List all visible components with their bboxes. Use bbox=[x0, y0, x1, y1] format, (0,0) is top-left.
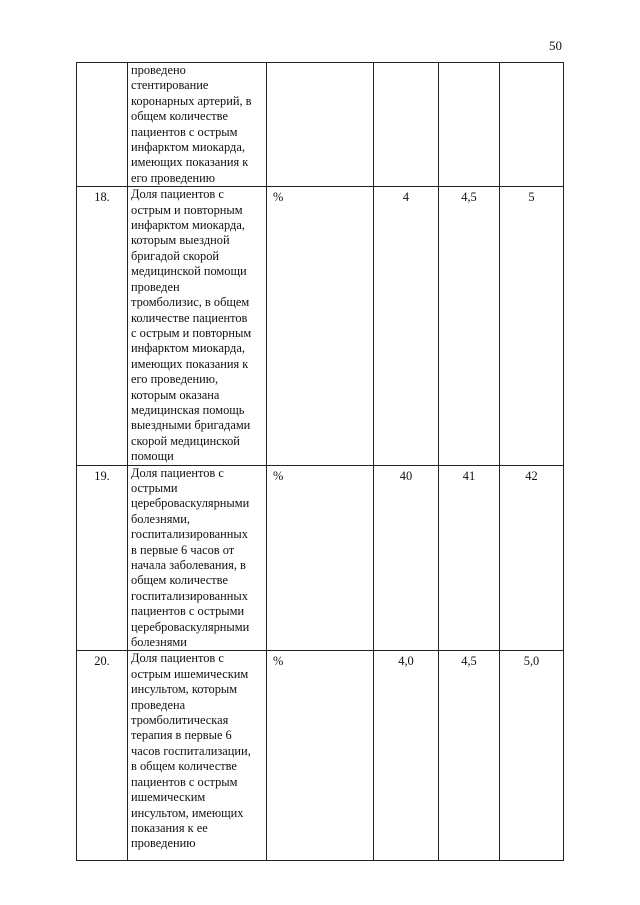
value-cell-3 bbox=[500, 63, 564, 187]
value-cell-1 bbox=[374, 63, 439, 187]
description-line: в общем количестве bbox=[131, 759, 237, 774]
description-line: пациентов с острым bbox=[131, 124, 238, 139]
value-cell-3: 5,0 bbox=[500, 651, 564, 861]
description-line: инфарктом миокарда, bbox=[131, 140, 245, 155]
description-line: его проведению, bbox=[131, 372, 219, 387]
indicator-description bbox=[128, 651, 267, 861]
description-line: показания к ее bbox=[131, 820, 208, 835]
row-number-cell: 18. bbox=[77, 187, 128, 465]
value-cell-2: 4,5 bbox=[439, 651, 500, 861]
value-cell-2: 41 bbox=[439, 465, 500, 651]
description-line: Доля пациентов с bbox=[131, 465, 224, 480]
description-line: имеющих показания к bbox=[131, 356, 249, 371]
description-line: общем количестве bbox=[131, 573, 228, 588]
description-line: бригадой скорой bbox=[131, 248, 220, 263]
value-cell-2: 4,5 bbox=[439, 187, 500, 465]
indicator-description bbox=[128, 63, 267, 187]
description-line: инфарктом миокарда, bbox=[131, 218, 245, 233]
description-line: острым ишемическим bbox=[131, 666, 249, 681]
description-line: имеющих показания к bbox=[131, 155, 249, 170]
description-line: острым и повторным bbox=[131, 202, 243, 217]
description-line: коронарных артерий, в bbox=[131, 93, 252, 108]
row-number-cell bbox=[77, 63, 128, 187]
value-cell-3: 5 bbox=[500, 187, 564, 465]
description-line: ишемическим bbox=[131, 790, 206, 805]
description-line: медицинской помощи bbox=[131, 264, 247, 279]
unit-cell bbox=[267, 63, 374, 187]
unit-cell: % bbox=[267, 465, 374, 651]
row-number-cell: 19. bbox=[77, 465, 128, 651]
description-line: общем количестве bbox=[131, 109, 228, 124]
unit-cell: % bbox=[267, 187, 374, 465]
page-number: 50 bbox=[549, 38, 562, 53]
description-line: Доля пациентов с bbox=[131, 651, 224, 666]
description-line: терапия в первые 6 bbox=[131, 728, 232, 743]
description-line: стентирование bbox=[131, 78, 209, 93]
description-line: его проведению bbox=[131, 170, 216, 185]
description-line: скорой медицинской bbox=[131, 433, 240, 448]
value-cell-1: 4,0 bbox=[374, 651, 439, 861]
indicators-table bbox=[76, 62, 564, 861]
description-line: часов госпитализации, bbox=[131, 743, 251, 758]
description-line: острыми bbox=[131, 480, 178, 495]
description-line: которым выездной bbox=[131, 233, 230, 248]
description-line: болезнями, bbox=[131, 511, 190, 526]
description-line: цереброваскулярными bbox=[131, 496, 250, 511]
description-line: проведению bbox=[131, 836, 196, 851]
description-line: инсультом, которым bbox=[131, 682, 238, 697]
description-line: госпитализированных bbox=[131, 527, 248, 542]
description-line: Доля пациентов с bbox=[131, 187, 224, 202]
table-row bbox=[77, 187, 564, 465]
description-line: болезнями bbox=[131, 635, 187, 650]
table-row bbox=[77, 651, 564, 861]
table-row bbox=[77, 63, 564, 187]
description-line: выездными бригадами bbox=[131, 418, 251, 433]
description-line: помощи bbox=[131, 449, 174, 464]
description-line: тромболизис, в общем bbox=[131, 295, 250, 310]
description-line: в первые 6 часов от bbox=[131, 542, 235, 557]
description-line: цереброваскулярными bbox=[131, 619, 250, 634]
unit-cell: % bbox=[267, 651, 374, 861]
description-line: с острым и повторным bbox=[131, 325, 252, 340]
description-line: медицинская помощь bbox=[131, 402, 245, 417]
table-row bbox=[77, 465, 564, 651]
description-line: которым оказана bbox=[131, 387, 220, 402]
row-number-cell: 20. bbox=[77, 651, 128, 861]
value-cell-1: 40 bbox=[374, 465, 439, 651]
value-cell-3: 42 bbox=[500, 465, 564, 651]
value-cell-2 bbox=[439, 63, 500, 187]
description-line: тромболитическая bbox=[131, 713, 229, 728]
indicator-description bbox=[128, 187, 267, 465]
description-line: пациентов с острыми bbox=[131, 604, 245, 619]
description-line: проведена bbox=[131, 697, 186, 712]
indicator-description bbox=[128, 465, 267, 651]
description-line: проведено bbox=[131, 63, 186, 77]
description-line: инфарктом миокарда, bbox=[131, 341, 245, 356]
description-line: количестве пациентов bbox=[131, 310, 248, 325]
description-line: начала заболевания, в bbox=[131, 558, 246, 572]
description-line: пациентов с острым bbox=[131, 774, 238, 789]
value-cell-1: 4 bbox=[374, 187, 439, 465]
description-line: госпитализированных bbox=[131, 588, 248, 603]
description-line: инсультом, имеющих bbox=[131, 805, 244, 820]
description-line: проведен bbox=[131, 279, 180, 294]
